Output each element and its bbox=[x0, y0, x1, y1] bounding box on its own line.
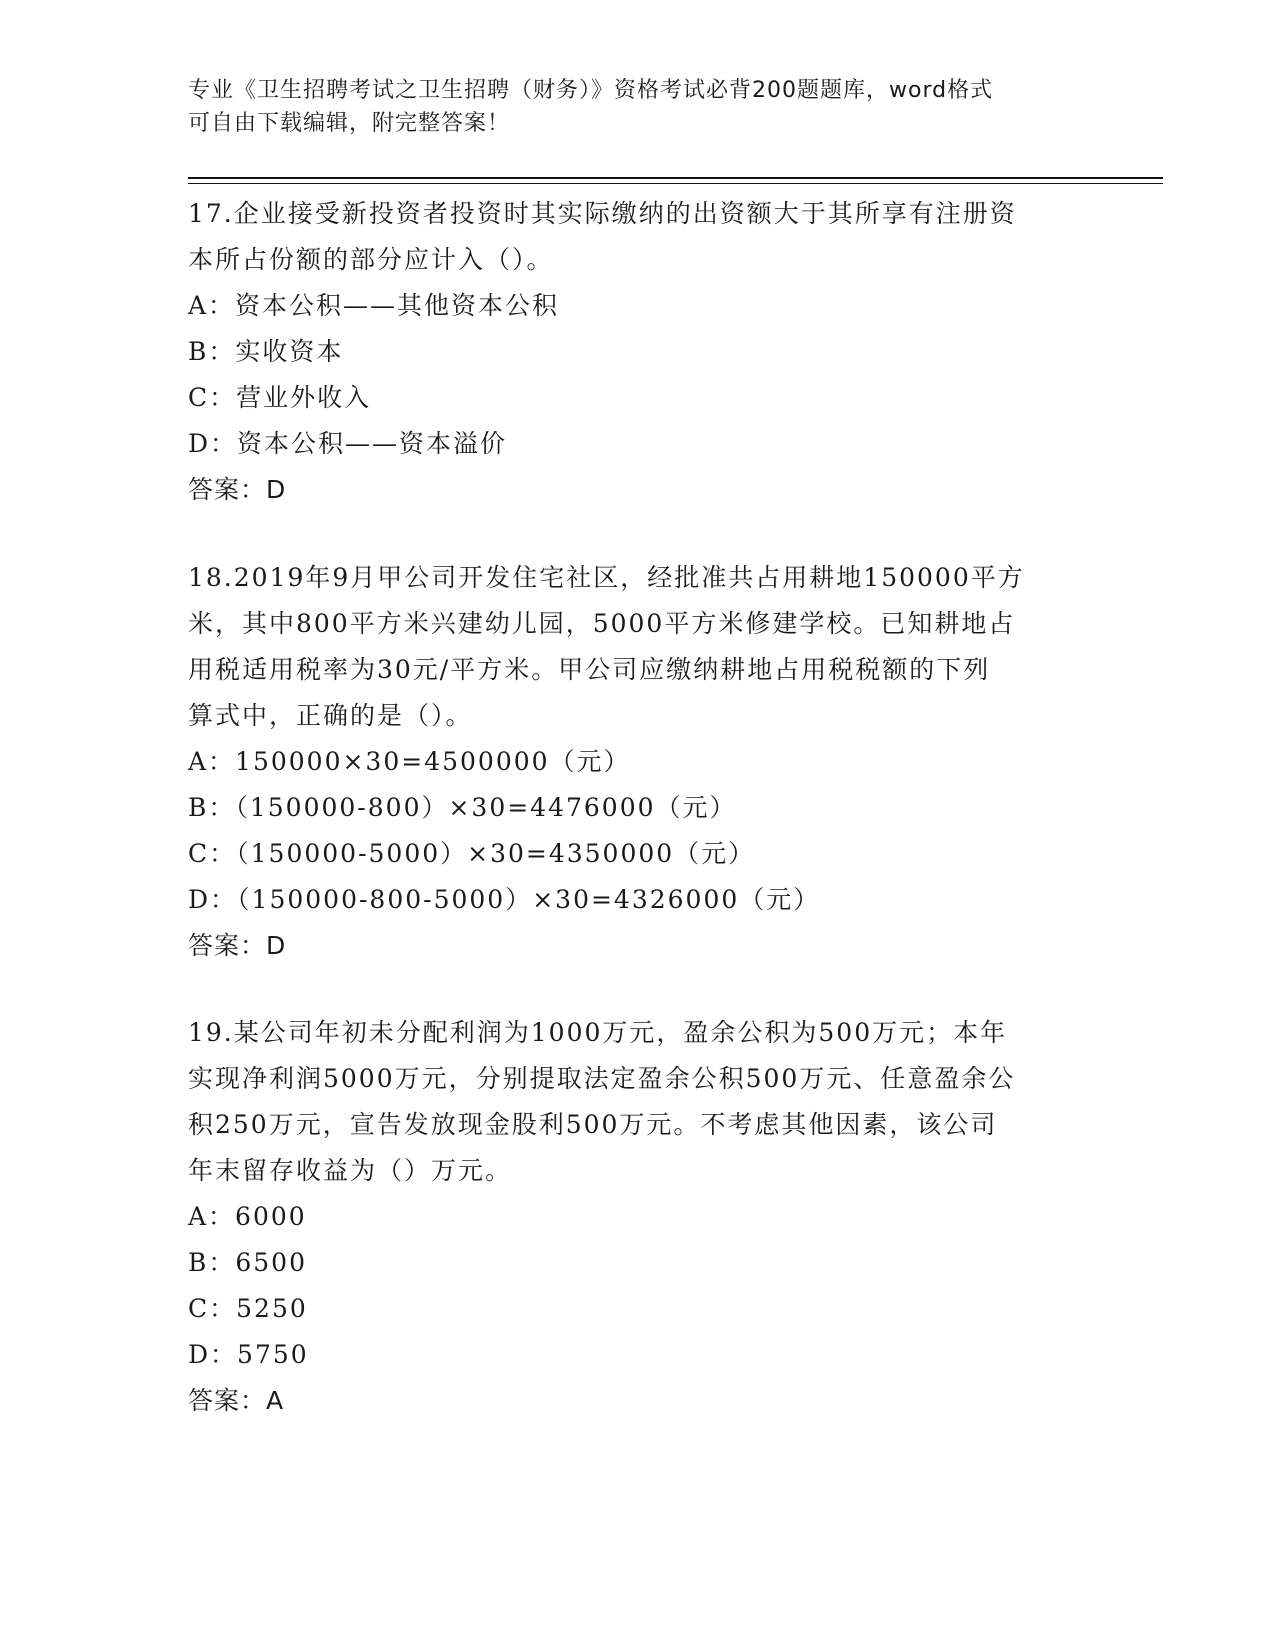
question-text-line: 算式中，正确的是（）。 bbox=[188, 701, 473, 730]
question-18 bbox=[188, 555, 1088, 969]
option-c: C：（150000-5000）×30=4350000（元） bbox=[188, 839, 756, 868]
option-a: A：6000 bbox=[188, 1202, 307, 1231]
question-19 bbox=[188, 1010, 1088, 1424]
question-text-line: 用税适用税率为30元/平方米。甲公司应缴纳耕地占用税税额的下列 bbox=[188, 655, 991, 684]
option-b: B：6500 bbox=[188, 1248, 307, 1277]
question-text-line: 18.2019年9月甲公司开发住宅社区，经批准共占用耕地150000平方 bbox=[188, 563, 1025, 592]
option-b: B：实收资本 bbox=[188, 337, 344, 366]
option-a: A：资本公积——其他资本公积 bbox=[188, 291, 560, 320]
option-c: C：5250 bbox=[188, 1294, 308, 1323]
question-text-line: 积250万元，宣告发放现金股利500万元。不考虑其他因素，该公司 bbox=[188, 1110, 998, 1139]
document-header bbox=[188, 74, 1088, 140]
question-text-line: 实现净利润5000万元，分别提取法定盈余公积500万元、任意盈余公 bbox=[188, 1064, 1016, 1093]
header-divider-thick bbox=[188, 177, 1163, 179]
question-text-line: 米，其中800平方米兴建幼儿园，5000平方米修建学校。已知耕地占 bbox=[188, 609, 1016, 638]
header-divider-thin bbox=[188, 183, 1163, 184]
question-text-line: 19.某公司年初未分配利润为1000万元，盈余公积为500万元；本年 bbox=[188, 1018, 1008, 1047]
question-text-line: 17.企业接受新投资者投资时其实际缴纳的出资额大于其所享有注册资 bbox=[188, 199, 1017, 228]
header-line: 可自由下载编辑，附完整答案！ bbox=[188, 111, 511, 136]
option-d: D：（150000-800-5000）×30=4326000（元） bbox=[188, 885, 821, 914]
question-text-line: 年末留存收益为（）万元。 bbox=[188, 1156, 513, 1185]
answer-label: 答案：A bbox=[188, 1386, 285, 1415]
answer-label: 答案：D bbox=[188, 931, 287, 960]
option-a: A：150000×30=4500000（元） bbox=[188, 747, 631, 776]
option-b: B：（150000-800）×30=4476000（元） bbox=[188, 793, 737, 822]
question-17 bbox=[188, 191, 1088, 513]
option-c: C：营业外收入 bbox=[188, 383, 372, 412]
header-line: 专业《卫生招聘考试之卫生招聘（财务）》资格考试必背200题题库，word格式 bbox=[188, 78, 994, 103]
question-text-line: 本所占份额的部分应计入（）。 bbox=[188, 245, 554, 274]
answer-label: 答案：D bbox=[188, 475, 287, 504]
option-d: D：5750 bbox=[188, 1340, 309, 1369]
option-d: D：资本公积——资本溢价 bbox=[188, 429, 508, 458]
